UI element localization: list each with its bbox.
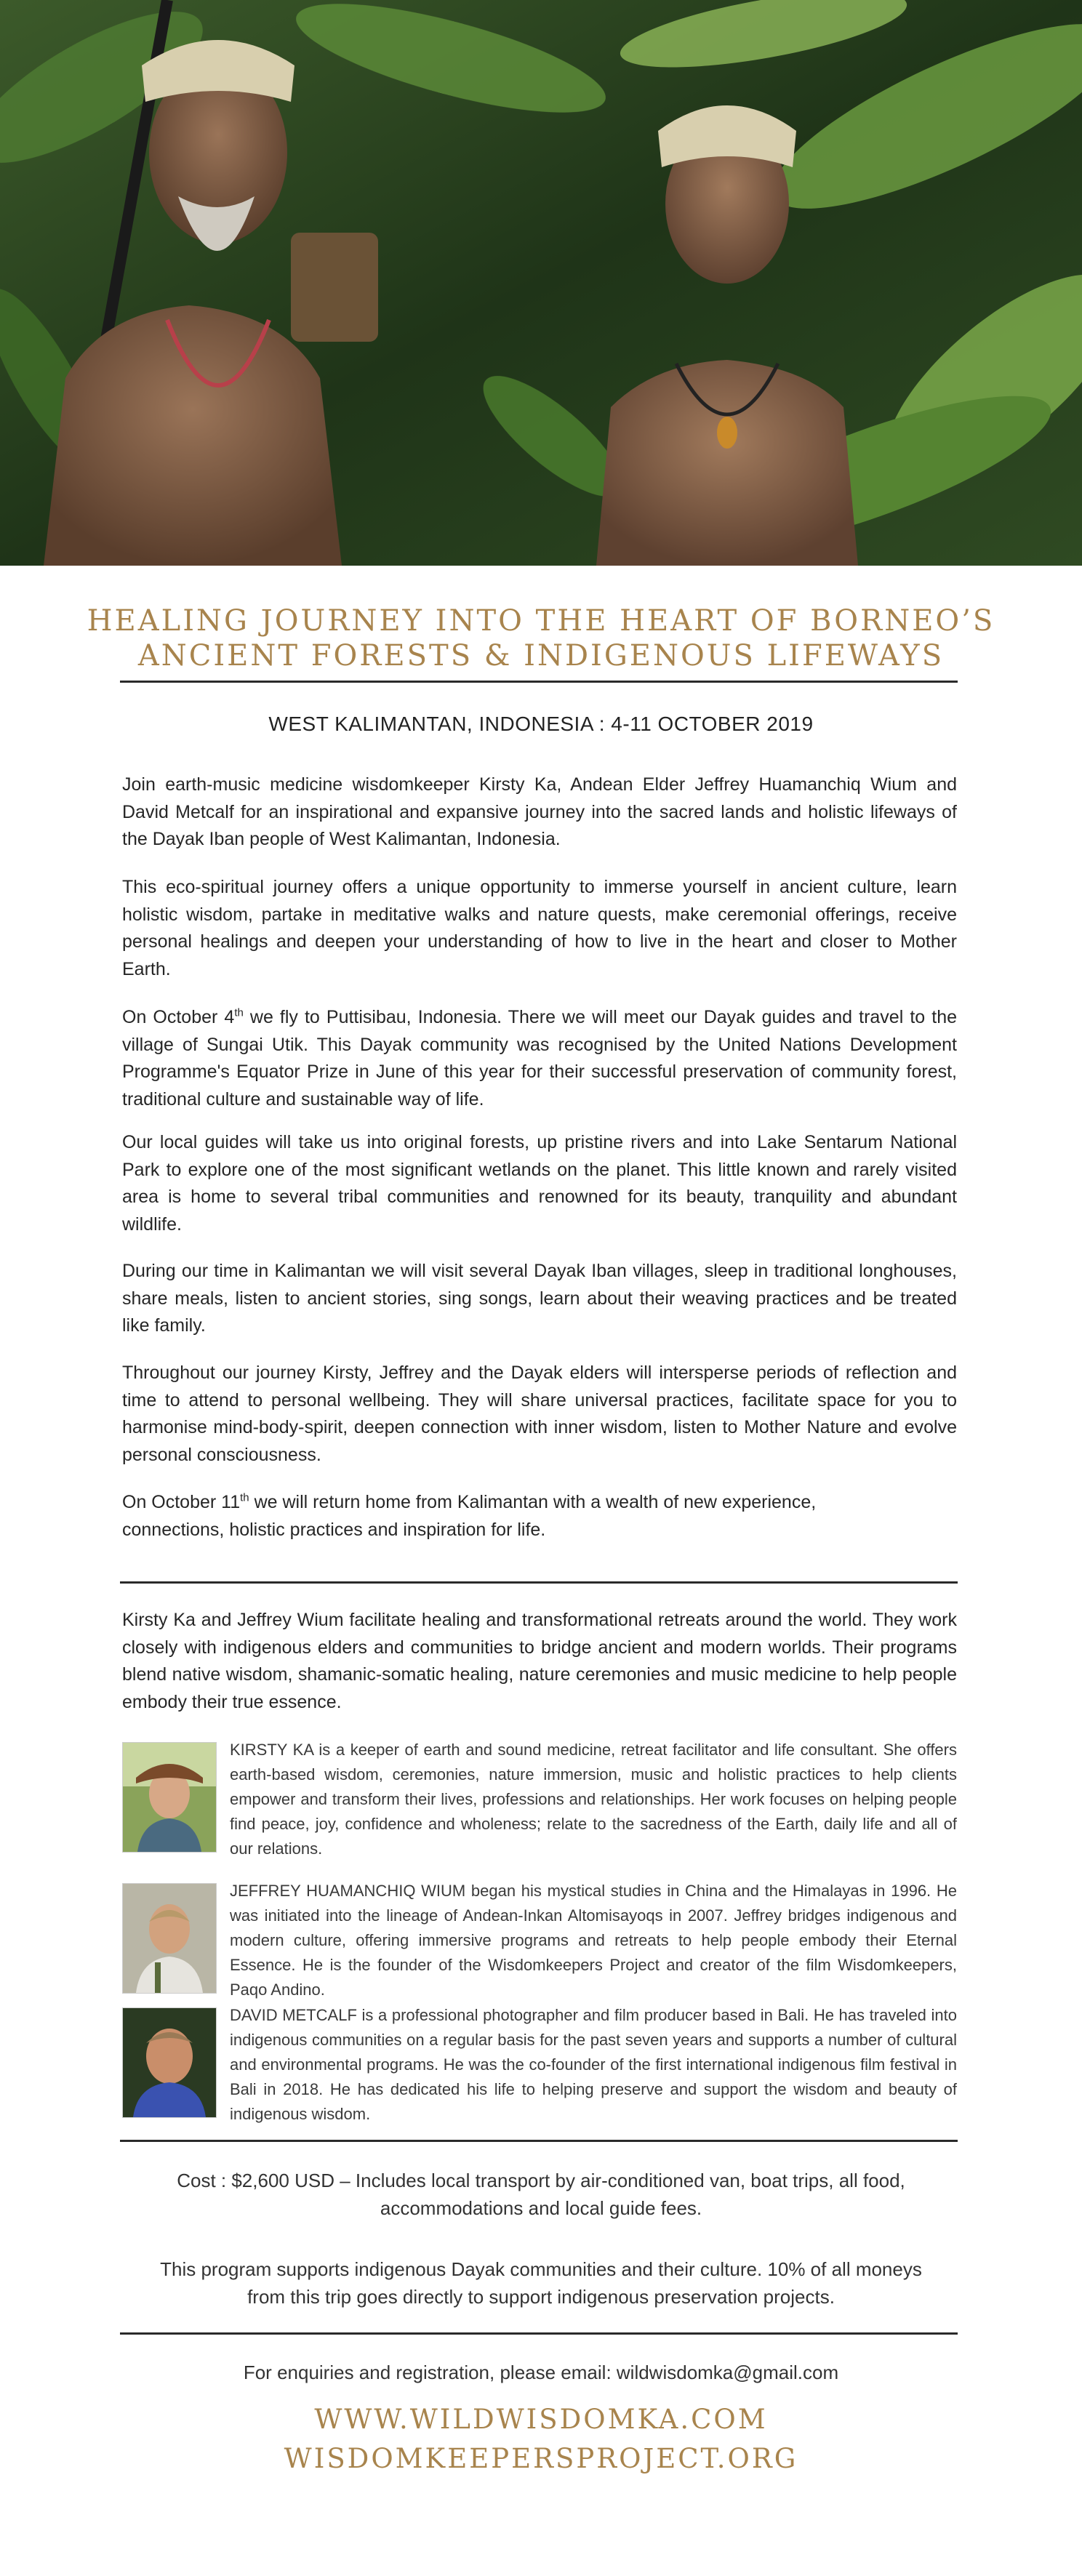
bio-text-jeffrey: JEFFREY HUAMANCHIQ WIUM began his mystical studies in China and the Himalayas in 1996. He was initiated into the lineage of Andean-Inkan Altomisayoqs in 2007. Jeffrey bridges indigenous and modern culture, offering immersive programs and retreats to help people embody their Eternal Essence. He is the founder of the Wisdomkeepers Project and creator of the film Wisdomkeepers, Paqo Andino. [230, 1882, 957, 1999]
website-link-wisdomkeepers[interactable]: WISDOMKEEPERSPROJECT.ORG [284, 2443, 798, 2474]
support-info: This program supports indigenous Dayak communities and their culture. 10% of all moneys from this trip goes directly to support indigenous preservation projects. [160, 2258, 922, 2308]
page-title-line-2: ANCIENT FORESTS & INDIGENOUS LIFEWAYS [137, 639, 945, 673]
hero-photo [0, 0, 1082, 566]
october-11-paragraph: On October 11th we will return home from Kalimantan with a wealth of new experience, connections, holistic practices and inspiration for life. [122, 1491, 817, 1540]
journey-practices-paragraph: Throughout our journey Kirsty, Jeffrey and the Dayak elders will intersperse periods of reflection and time to attend to personal wellbeing. They will share universal practices, facilitate space for you to harmonise mind-body-spirit, deepen connection with inner wisdom, listen to Mother Nature and evolve personal consciousness. [122, 1363, 957, 1465]
portrait-david [122, 2007, 217, 2118]
contact-info: For enquiries and registration, please email: wildwisdomka@gmail.com [243, 2362, 839, 2383]
intro-paragraph: Join earth-music medicine wisdomkeeper Kirsty Ka, Andean Elder Jeffrey Huamanchiq Wium and David Metcalf for an inspirational and expansive journey into the sacred lands and holistic lifeways of the Dayak Iban people of West Kalimantan, Indonesia. [122, 774, 957, 849]
bio-text-kirsty: KIRSTY KA is a keeper of earth and sound medicine, retreat facilitator and life consultant. She offers earth-based wisdom, ceremonies, nature immersion, music and holistic practices to help clients empower and transform their lives, professions and relationships. Her work focuses on helping people find peace, joy, confidence and wholeness; relate to the sacredness of the Earth, daily life and all of our relations. [230, 1741, 957, 1858]
divider [120, 1581, 958, 1584]
cost-info: Cost : $2,600 USD – Includes local transport by air-conditioned van, boat trips, all food, accommodations and local guide fees. [177, 2170, 905, 2219]
location-dates: WEST KALIMANTAN, INDONESIA : 4-11 OCTOBER 2019 [268, 713, 814, 735]
october-4-paragraph: On October 4th we fly to Puttisibau, Indonesia. There we will meet our Dayak guides and travel to the village of Sungai Utik. This Dayak community was recognised by the United Nations Development Programme's Equator Prize in June of this year for their successful preservation of community forest, traditional culture and sustainable way of life. [122, 1006, 957, 1110]
local-guides-paragraph: Our local guides will take us into original forests, up pristine rivers and into Lake Sentarum National Park to explore one of the most significant wetlands on the planet. This little known and rarely visited area is home to several tribal communities and renowned for its beauty, tranquility and abundant wildlife. [122, 1132, 957, 1235]
villages-paragraph: During our time in Kalimantan we will visit several Dayak Iban villages, sleep in traditional longhouses, share meals, listen to ancient stories, sing songs, learn about their weaving practices and be treated like family. [122, 1261, 957, 1336]
divider [120, 681, 958, 683]
page-title-line-1: HEALING JOURNEY INTO THE HEART OF BORNEO’S [87, 604, 995, 638]
portrait-jeffrey [122, 1883, 217, 1994]
divider [120, 2140, 958, 2142]
eco-spiritual-paragraph: This eco-spiritual journey offers a unique opportunity to immerse yourself in ancient culture, learn holistic wisdom, partake in meditative walks and nature quests, make ceremonial offerings, receive personal healings and deepen your understanding of how to live in the heart and closer to Mother Earth. [122, 877, 957, 979]
portrait-kirsty [122, 1742, 217, 1853]
facilitators-paragraph: Kirsty Ka and Jeffrey Wium facilitate healing and transformational retreats around the world. They work closely with indigenous elders and communities to bridge ancient and modern worlds. Their programs blend native wisdom, shamanic-somatic healing, nature ceremonies and music medicine to help people embody their true essence. [122, 1610, 957, 1712]
divider [120, 2332, 958, 2335]
bio-text-david: DAVID METCALF is a professional photographer and film producer based in Bali. He has traveled into indigenous communities on a regular basis for the past seven years and supports a number of cultural and environmental programs. He was the co-founder of the first international indigenous film festival in Bali in 2018. He has dedicated his life to helping preserve and support the wisdom and beauty of indigenous wisdom. [230, 2006, 957, 2123]
website-link-wildwisdomka[interactable]: WWW.WILDWISDOMKA.COM [314, 2404, 768, 2435]
